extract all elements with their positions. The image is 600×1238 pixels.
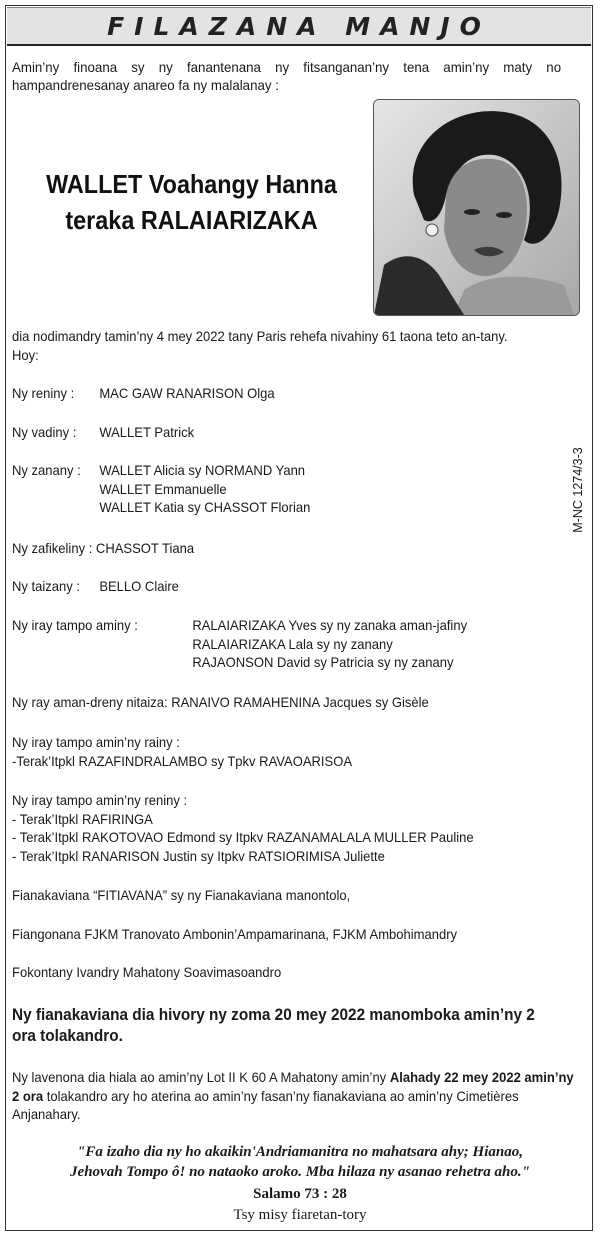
list-item: WALLET Katia sy CHASSOT Florian (99, 499, 311, 515)
family-children-list (99, 461, 310, 517)
family-children-label: Ny zanany : (12, 462, 81, 478)
family-grandchild-label: Ny zafikeliny : (12, 540, 93, 556)
family-aunt-value: BELLO Claire (99, 578, 179, 594)
bible-quote (0, 1142, 600, 1182)
family-siblings-list (192, 616, 467, 672)
hoy-label: Hoy: (12, 346, 39, 363)
family-foster-parents (12, 693, 429, 712)
family-husband (12, 423, 194, 442)
portrait-image (374, 100, 579, 315)
deceased-name-line2: teraka RALAIARIZAKA (65, 205, 318, 235)
family-children (12, 461, 310, 517)
intro-text: Amin’ny finoana sy ny fanantenana ny fitsanganan’ny tena amin’ny maty no hampandrenesanay anareo fa ny malalanay : (12, 59, 562, 93)
list-item: RALAIARIZAKA Lala sy ny zanany (192, 635, 393, 652)
list-item: WALLET Alicia sy NORMAND Yann (99, 462, 306, 478)
others-fokontany: Fokontany Ivandry Mahatony Soavimasoandro (12, 964, 282, 980)
footer-note: Tsy misy fiaretan-tory (233, 1207, 367, 1223)
family-aunt-label: Ny taizany : (12, 578, 81, 594)
list-item: WALLET Emmanuelle (99, 480, 227, 497)
bible-quote-line1: "Fa izaho dia ny ho akaikin'Andriamanitra no mahatsara ahy; Hianao, (77, 1144, 523, 1160)
family-siblings-label: Ny iray tampo aminy : (12, 617, 138, 633)
family-mother (12, 384, 275, 403)
family-grandchild-value: CHASSOT Tiana (95, 540, 195, 556)
others-church: Fiangonana FJKM Tranovato Ambonin’Ampamarinana, FJKM Ambohimandry (12, 926, 458, 942)
list-item: - Terak’Itpkl RAFIRINGA (12, 810, 153, 827)
family-husband-label: Ny vadiny : (12, 424, 77, 440)
family-father-siblings-label: Ny iray tampo amin’ny rainy : (12, 734, 180, 750)
funeral-details-date: Alahady 22 mey 2022 amin’ny 2 ora (12, 1069, 574, 1104)
family-aunt (12, 577, 179, 596)
list-item: RALAIARIZAKA Yves sy ny zanaka aman-jafiny (192, 617, 468, 633)
verse-reference: Salamo 73 : 28 (253, 1186, 347, 1202)
others-family: Fianakaviana “FITIAVANA” sy ny Fianakaviana manontolo, (12, 887, 351, 903)
family-foster-parents-label: Ny ray aman-dreny nitaiza: (12, 694, 168, 710)
family-mother-label: Ny reniny : (12, 385, 75, 401)
family-father-siblings (12, 733, 352, 770)
family-mother-value: MAC GAW RANARISON Olga (99, 385, 275, 401)
funeral-details (12, 1068, 575, 1124)
side-reference-text: M-NC 1274/3-3 (571, 447, 585, 533)
funeral-details-part2: tolakandro ary ho aterina ao amin’ny fasan’ny fianakaviana ao amin’ny Cimetières Anjanahary. (12, 1087, 519, 1122)
bible-quote-line2: Jehovah Tompo ô! no nataoko aroko. Mba hilaza ny asanao rehetra aho." (70, 1164, 530, 1180)
side-reference (568, 440, 588, 540)
list-item: -Terak’Itpkl RAZAFINDRALAMBO sy Tpkv RAVAOARISOA (12, 752, 353, 769)
family-husband-value: WALLET Patrick (99, 424, 195, 440)
deceased-portrait (373, 99, 580, 316)
gathering-announcement: Ny fianakaviana dia hivory ny zoma 20 mey 2022 manomboka amin’ny 2 ora tolakandro. (12, 1006, 535, 1045)
death-notice (12, 327, 508, 364)
family-mother-siblings (12, 791, 474, 865)
notice-banner (7, 7, 591, 46)
family-grandchild (12, 539, 194, 558)
list-item: - Terak’Itpkl RANARISON Justin sy Itpkv RATSIORIMISA Juliette (12, 847, 385, 864)
family-siblings (12, 616, 467, 672)
list-item: - Terak’Itpkl RAKOTOVAO Edmond sy Itpkv RAZANAMALALA MULLER Pauline (12, 829, 474, 845)
death-notice-text: dia nodimandry tamin’ny 4 mey 2022 tany Paris rehefa nivahiny 61 taona teto an-tany. (12, 328, 508, 344)
deceased-name (32, 166, 352, 238)
notice-title: FILAZANA MANJO (107, 11, 491, 41)
family-foster-parents-value: RANAIVO RAMAHENINA Jacques sy Gisèle (171, 694, 429, 710)
list-item: RAJAONSON David sy Patricia sy ny zanany (192, 654, 454, 670)
deceased-name-line1: WALLET Voahangy Hanna (46, 169, 337, 199)
family-mother-siblings-label: Ny iray tampo amin’ny reniny : (12, 792, 188, 808)
funeral-details-part1: Ny lavenona dia hiala ao amin’ny Lot II K 60 A Mahatony amin’ny (12, 1069, 390, 1085)
